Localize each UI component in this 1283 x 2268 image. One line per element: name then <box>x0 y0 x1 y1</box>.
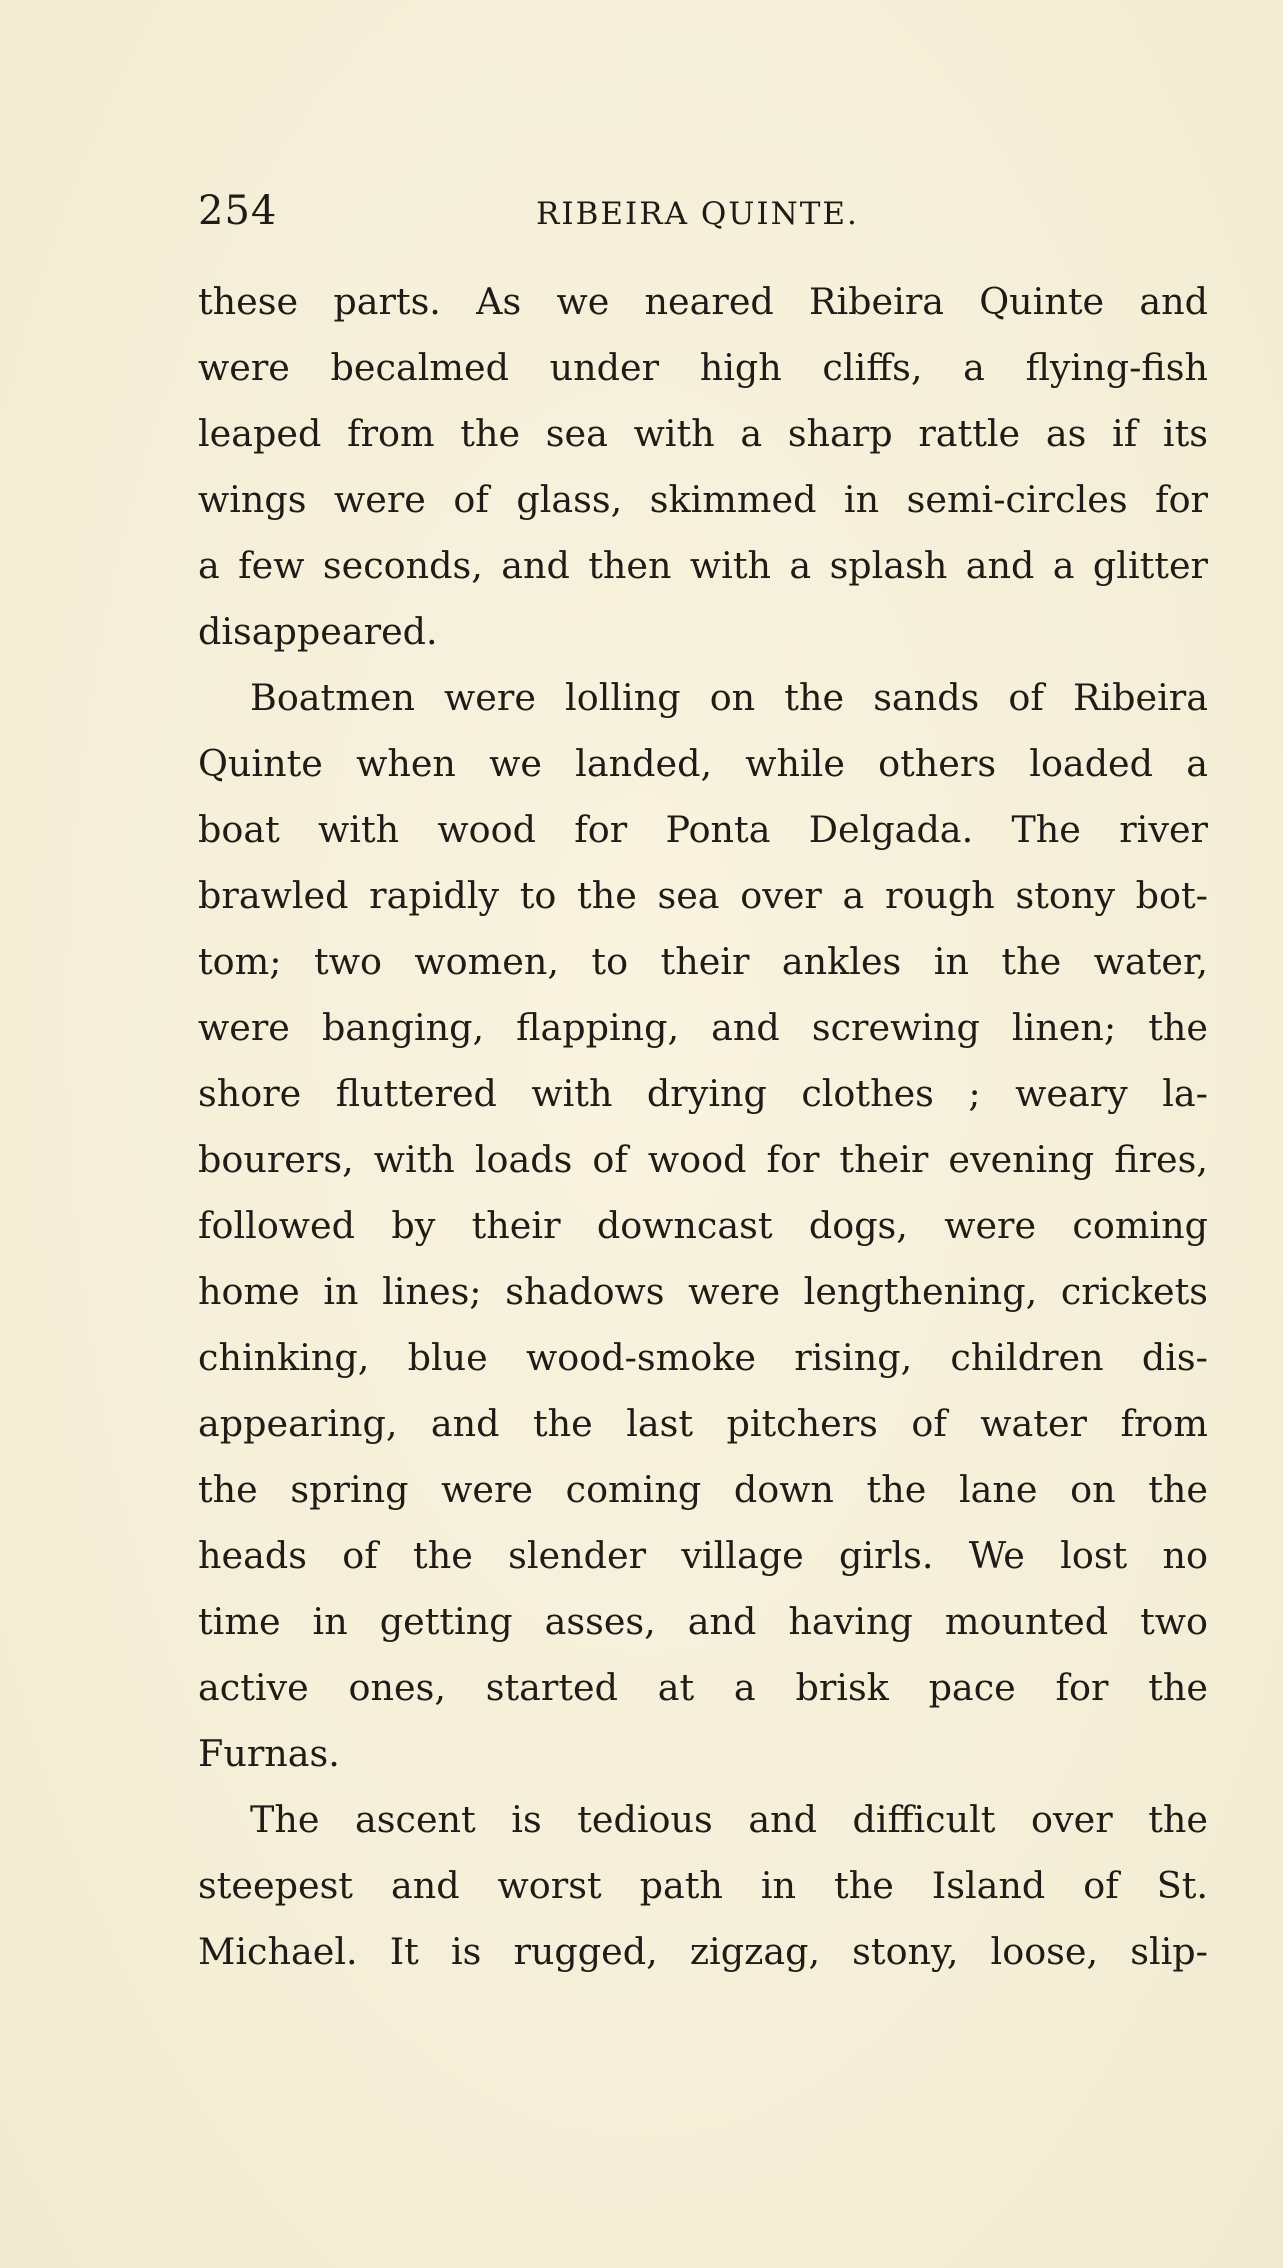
text-line: shore fluttered with drying clothes ; weary la- <box>198 1072 1208 1115</box>
text-line: Furnas. <box>198 1732 340 1775</box>
running-head: RIBEIRA QUINTE. <box>536 196 859 232</box>
text-line: heads of the slender village girls. We lost no <box>198 1534 1208 1577</box>
text-line: wings were of glass, skimmed in semi-circles for <box>198 478 1208 521</box>
text-line: appearing, and the last pitchers of water from <box>198 1402 1208 1445</box>
page-number: 254 <box>198 188 278 234</box>
text-line: boat with wood for Ponta Delgada. The river <box>198 808 1208 851</box>
text-line: tom; two women, to their ankles in the water, <box>198 940 1208 983</box>
text-line: disappeared. <box>198 610 438 653</box>
text-line: Boatmen were lolling on the sands of Ribeira <box>250 676 1208 719</box>
text-line: bourers, with loads of wood for their evening fires, <box>198 1138 1208 1181</box>
text-line: chinking, blue wood-smoke rising, children dis- <box>198 1336 1208 1379</box>
text-line: time in getting asses, and having mounted two <box>198 1600 1208 1643</box>
text-line: Quinte when we landed, while others loaded a <box>198 742 1208 785</box>
text-line: active ones, started at a brisk pace for the <box>198 1666 1208 1709</box>
text-line: were banging, flapping, and screwing linen; the <box>198 1006 1208 1049</box>
text-line: brawled rapidly to the sea over a rough stony bot- <box>198 874 1208 917</box>
body-text <box>198 269 1208 1985</box>
text-line: a few seconds, and then with a splash and a glitter <box>198 544 1208 587</box>
text-line: home in lines; shadows were lengthening, crickets <box>198 1270 1208 1313</box>
text-line: these parts. As we neared Ribeira Quinte and <box>198 280 1208 323</box>
text-line: followed by their downcast dogs, were coming <box>198 1204 1208 1247</box>
text-line: were becalmed under high cliffs, a flying-fish <box>198 346 1208 389</box>
text-line: Michael. It is rugged, zigzag, stony, loose, slip- <box>198 1930 1208 1973</box>
page-header <box>198 188 1198 248</box>
text-line: The ascent is tedious and difficult over the <box>250 1798 1208 1841</box>
text-line: leaped from the sea with a sharp rattle as if its <box>198 412 1208 455</box>
text-line: steepest and worst path in the Island of St. <box>198 1864 1208 1907</box>
text-line: the spring were coming down the lane on the <box>198 1468 1208 1511</box>
